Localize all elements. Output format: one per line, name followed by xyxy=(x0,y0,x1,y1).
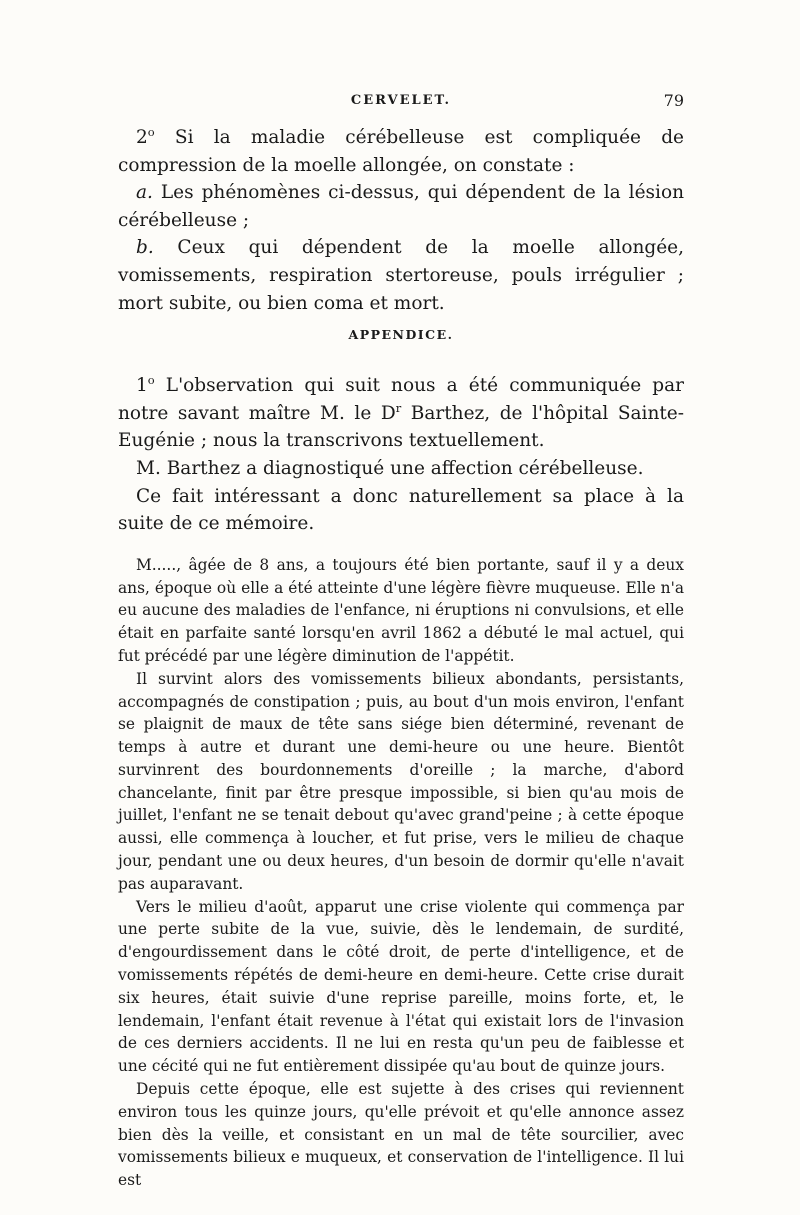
paragraph-context: Ce fait intéressant a donc naturellement sa place à la suite de ce mémoire. xyxy=(118,485,684,535)
appendix-heading: APPENDICE. xyxy=(348,327,454,343)
paragraph-condition-2 xyxy=(118,124,684,179)
paragraph-text: Les phénomènes ci-dessus, qui dépendent de la lésion cérébelleuse ; xyxy=(118,182,684,231)
paragraph-appendix-1 xyxy=(118,372,684,455)
paragraph-diagnosis: M. Barthez a diagnostiqué une affection cérébelleuse. xyxy=(136,457,644,479)
ordinal-mark: o xyxy=(147,373,155,387)
paragraph-item-b xyxy=(118,234,684,317)
page-body xyxy=(118,124,684,1192)
page-number: 79 xyxy=(663,91,684,110)
paragraph-item-a xyxy=(118,179,684,234)
observation-paragraph-3: Vers le milieu d'août, apparut une crise violente qui commença par une perte subite de la vue, suivie, dès le lendemain, de surdité, d'engourdissement dans le côté droit, de perte d'intelligence, et de vomissements répétés de demi-heure en demi-heure. Cette crise durait six heures, était suivie d'une reprise pareille, moins forte, et, le lendemain, l'enfant était revenue à l'état qui existait lors de l'invasion de ces derniers accidents. Il ne lui en resta qu'un peu de faiblesse et une cécité qui ne fut entièrement dissipée qu'au bout de quinze jours. xyxy=(118,897,684,1076)
observation-paragraph-4: Depuis cette époque, elle est sujette à des crises qui reviennent environ tous les quinze jours, qu'elle prévoit et qu'elle annonce assez bien dès la veille, et consistant en un mal de tête sourcilier, avec vomissements bilieux e muqueux, et conservation de l'intelligence. Il lui est xyxy=(118,1080,684,1190)
item-number: 1 xyxy=(136,375,148,397)
doctor-abbrev-mark: r xyxy=(395,400,402,415)
paragraph-text: Barthez, de l'hôpital Sainte-Eugénie ; nous la transcrivons textuellement. xyxy=(118,402,684,452)
paragraph-text: L'observation qui suit nous a été communiquée par notre savant maître M. le D xyxy=(118,375,684,424)
ordinal-mark: o xyxy=(147,124,155,139)
paragraph-text: Si la maladie cérébelleuse est compliquée de compression de la moelle allongée, on constate : xyxy=(118,127,684,176)
observation-paragraph-1: M....., âgée de 8 ans, a toujours été bien portante, sauf il y a deux ans, époque où elle a été atteinte d'une légère fièvre muqueuse. Elle n'a eu aucune des maladies de l'enfance, ni éruptions ni convulsions, et elle était en parfaite santé lorsqu'en avril 1862 a débuté le mal actuel, qui fut précédé par une légère diminution de l'appétit. xyxy=(118,555,684,665)
page-header xyxy=(118,93,684,117)
item-number: 2 xyxy=(136,127,148,148)
running-head: CERVELET. xyxy=(350,93,452,108)
item-letter: a. xyxy=(136,182,153,204)
paragraph-text: Ceux qui dépendent de la moelle allongée, vomissements, respiration stertoreuse, pouls irrégulier ; mort subite, ou bien coma et mort. xyxy=(118,237,684,314)
item-letter: b. xyxy=(136,237,154,259)
observation-paragraph-2: Il survint alors des vomissements bilieux abondants, persistants, accompagnés de constipation ; puis, au bout d'un mois environ, l'enfant se plaignit de maux de tête sans siége bien déterminé, revenant de temps à autre et durant une demi-heure ou une heure. Bientôt survinrent des bourdonnements d'oreille ; la marche, d'abord chancelante, finit par être presque impossible, si bien qu'au mois de juillet, l'enfant ne se tenait debout qu'avec grand'peine ; à cette époque aussi, elle commença à loucher, et fut prise, vers le milieu de chaque jour, pendant une ou deux heures, d'un besoin de dormir qu'elle n'avait pas auparavant. xyxy=(118,669,684,893)
